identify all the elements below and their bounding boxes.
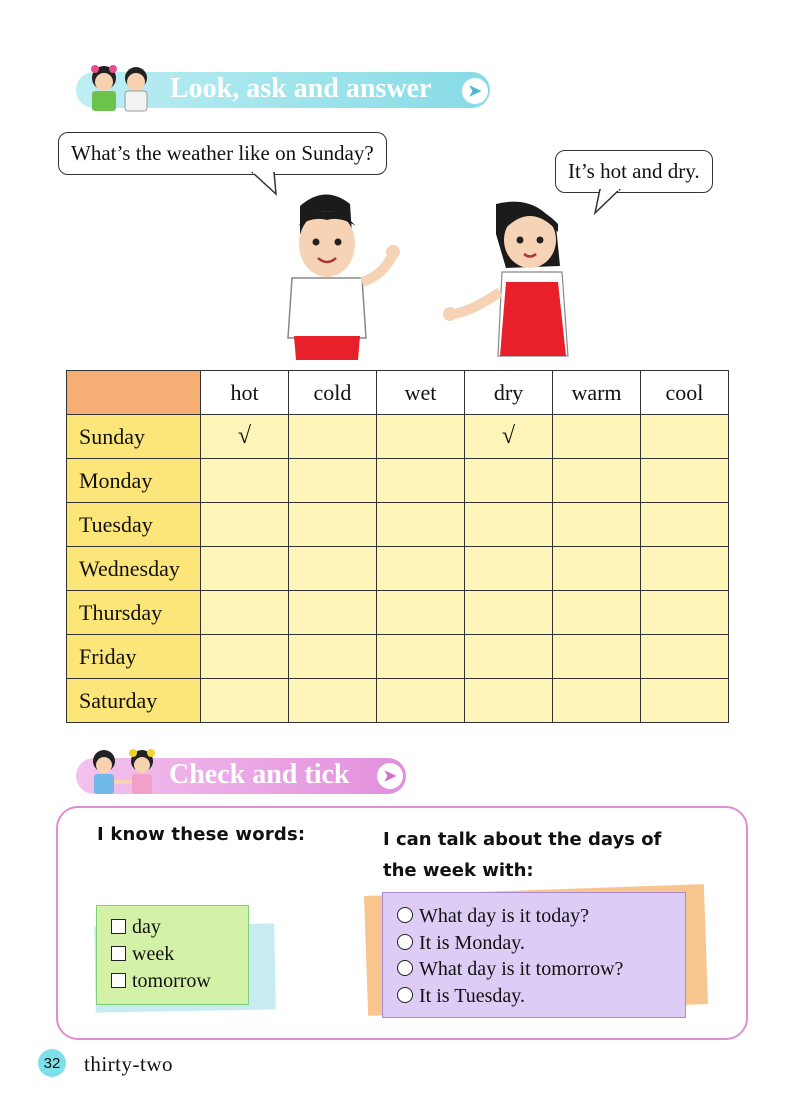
checkbox-item[interactable] <box>111 941 234 968</box>
column-header: warm <box>553 371 641 415</box>
phrase-label: What day is it today? <box>419 905 589 927</box>
day-label: Wednesday <box>67 547 201 591</box>
day-label: Thursday <box>67 591 201 635</box>
table-row <box>67 679 729 723</box>
tick-cell[interactable] <box>465 591 553 635</box>
tick-cell[interactable] <box>465 679 553 723</box>
checkbox-square-icon[interactable] <box>111 946 126 961</box>
tick-cell[interactable] <box>201 547 289 591</box>
kids-holding-hands-icon <box>84 746 164 798</box>
tick-cell[interactable] <box>201 503 289 547</box>
page-number-words: thirty-two <box>84 1052 173 1076</box>
day-label: Friday <box>67 635 201 679</box>
circle-checkbox-icon[interactable] <box>397 960 413 976</box>
tick-cell[interactable]: √ <box>465 415 553 459</box>
days-heading-part2: with: <box>475 860 534 881</box>
checkbox-square-icon[interactable] <box>111 973 126 988</box>
day-label: Monday <box>67 459 201 503</box>
tick-cell[interactable] <box>553 635 641 679</box>
tick-cell[interactable] <box>465 459 553 503</box>
boy-illustration <box>270 186 410 364</box>
tick-cell[interactable] <box>641 635 729 679</box>
tick-cell[interactable] <box>377 459 465 503</box>
word-label: week <box>132 943 175 965</box>
tick-cell[interactable] <box>553 591 641 635</box>
tick-cell[interactable] <box>289 679 377 723</box>
tick-cell[interactable] <box>553 459 641 503</box>
tick-cell[interactable] <box>201 459 289 503</box>
tick-cell[interactable] <box>289 635 377 679</box>
tick-cell[interactable] <box>377 415 465 459</box>
tick-cell[interactable] <box>289 415 377 459</box>
tick-cell[interactable] <box>641 547 729 591</box>
column-header: dry <box>465 371 553 415</box>
tick-cell[interactable] <box>377 591 465 635</box>
column-header: cool <box>641 371 729 415</box>
circle-checkbox-icon[interactable] <box>397 907 413 923</box>
radio-item[interactable] <box>397 903 671 930</box>
table-row <box>67 415 729 459</box>
answer-text: It’s hot and dry. <box>568 159 700 183</box>
phrases-card <box>382 892 686 1018</box>
column-header: hot <box>201 371 289 415</box>
chevron-right-icon: ➤ <box>377 763 403 789</box>
tick-cell[interactable] <box>553 547 641 591</box>
tick-cell[interactable] <box>289 459 377 503</box>
table-row <box>67 635 729 679</box>
tick-cell[interactable] <box>377 635 465 679</box>
days-heading-bold2: the week <box>383 860 476 881</box>
weather-table <box>66 370 729 723</box>
day-label: Saturday <box>67 679 201 723</box>
tick-cell[interactable] <box>641 459 729 503</box>
days-heading-part1: I can talk about <box>383 829 549 850</box>
checkbox-item[interactable] <box>111 968 234 995</box>
word-label: day <box>132 916 161 938</box>
tick-cell[interactable] <box>201 679 289 723</box>
tick-cell[interactable] <box>289 503 377 547</box>
tick-cell[interactable]: √ <box>201 415 289 459</box>
tick-cell[interactable] <box>465 547 553 591</box>
word-label: tomorrow <box>132 970 211 992</box>
days-heading <box>383 824 723 886</box>
tick-cell[interactable] <box>641 591 729 635</box>
tick-cell[interactable] <box>201 635 289 679</box>
tick-cell[interactable] <box>553 415 641 459</box>
speech-tail-answer <box>590 189 626 217</box>
circle-checkbox-icon[interactable] <box>397 934 413 950</box>
days-heading-bold1: the days of <box>548 829 662 850</box>
table-row <box>67 547 729 591</box>
day-label: Sunday <box>67 415 201 459</box>
table-corner-cell <box>67 371 201 415</box>
section-title-check-tick: Check and tick <box>169 759 350 790</box>
tick-cell[interactable] <box>377 503 465 547</box>
words-card <box>96 905 249 1005</box>
phrase-label: What day is it tomorrow? <box>419 958 624 980</box>
speech-bubble-question <box>58 132 387 175</box>
tick-cell[interactable] <box>289 591 377 635</box>
tick-cell[interactable] <box>641 503 729 547</box>
tick-cell[interactable] <box>641 415 729 459</box>
day-label: Tuesday <box>67 503 201 547</box>
tick-cell[interactable] <box>465 635 553 679</box>
radio-item[interactable] <box>397 956 671 983</box>
girl-illustration <box>440 196 580 358</box>
words-heading: I know these words: <box>97 824 306 845</box>
tick-cell[interactable] <box>377 679 465 723</box>
tick-cell[interactable] <box>641 679 729 723</box>
tick-cell[interactable] <box>201 591 289 635</box>
tick-cell[interactable] <box>553 679 641 723</box>
table-row <box>67 459 729 503</box>
circle-checkbox-icon[interactable] <box>397 987 413 1003</box>
speech-bubble-answer <box>555 150 713 193</box>
tick-cell[interactable] <box>377 547 465 591</box>
tick-cell[interactable] <box>289 547 377 591</box>
column-header: cold <box>289 371 377 415</box>
radio-item[interactable] <box>397 930 671 957</box>
section-title-look-ask: Look, ask and answer <box>170 73 432 104</box>
table-header-row <box>67 371 729 415</box>
radio-item[interactable] <box>397 983 671 1010</box>
page-number-badge: 32 <box>38 1049 66 1077</box>
tick-cell[interactable] <box>465 503 553 547</box>
phrase-label: It is Monday. <box>419 931 525 954</box>
tick-cell[interactable] <box>553 503 641 547</box>
checkbox-square-icon[interactable] <box>111 919 126 934</box>
kids-reading-icon <box>82 60 160 116</box>
table-row <box>67 591 729 635</box>
column-header: wet <box>377 371 465 415</box>
question-text: What’s the weather like on Sunday? <box>71 141 374 165</box>
table-row <box>67 503 729 547</box>
chevron-right-icon: ➤ <box>462 78 488 104</box>
checkbox-item[interactable] <box>111 914 234 941</box>
phrase-label: It is Tuesday. <box>419 984 525 1007</box>
